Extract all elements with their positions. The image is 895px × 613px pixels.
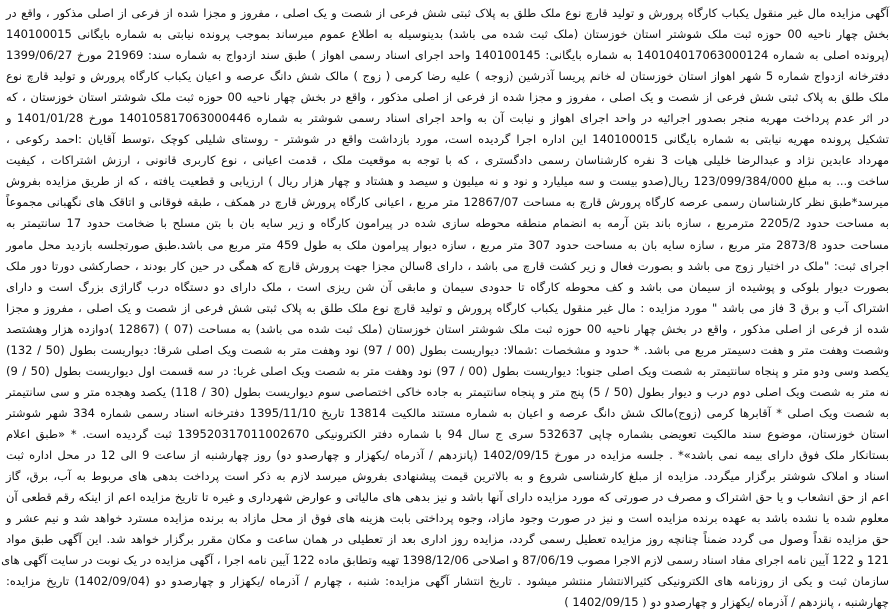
notice-line-15: اشتراک آب و برق 3 فاز می باشد " مورد مزایده : مال غیر منقول یکباب کارگاه پرورش و تولید قارچ نوع ملک طلق به پلاک ثبتی شش فرعی از شصت و یک اصلی ، مفروز و مجزا	[6, 300, 889, 315]
notice-line-6: در اثر عدم پرداخت مهریه منجر بصدور اجرائیه در واحد اجرای اهواز و نیابت آن به واحد اجرای اسناد رسمی شوشتر به شماره 140105817063000446 مورخ 1401/01/28 و	[6, 111, 889, 126]
notice-line-19: نه متر به شصت ویک اصلی دوم درب و دیوار بطول (50 / 5) پنج متر و پنجاه سانتیمتر به جاده خاکی اختصاصی سوم دیواریست بطول (30 / 118) یکصد وهجده متر و سی سانتیمتر	[6, 384, 890, 399]
notice-line-27: 121 و 122 آیین نامه اجرای مفاد اسناد رسمی لازم الاجرا مصوب 87/06/19 و اصلاحی 1398/12/06 تهیه وتطابق ماده 122 آیین نامه اجرا ، آگهی مزایده در یک نوبت در سایت آگهی های	[1, 553, 889, 568]
notice-line-20: به شصت ویک اصلی * آقابرها کرمی (زوج)مالک شش دانگ عرصه و اعیان به شماره مستند مالکیت 13814 تاریخ 1395/11/10 دفترخانه اسناد رسمی شماره 334 شهر شوشتر	[6, 405, 890, 420]
notice-line-3: (پرونده اصلی به شماره 140104017063000124 به شماره بایگانی: 140100145 واحد اجرای اسناد رسمی اهواز ) طبق سند ازدواج به شماره سند: 21969 مورخ 1399/06/27	[6, 48, 890, 63]
notice-line-12: مساحت حدود 2873/8 متر مربع ، سازه سایه بان به مساحت حدود 307 متر مربع ، سازه دیوار پیرامون ملک به طول 459 متر مربع می باشد.طبق صورتجلسه بازدید محل مامور	[6, 237, 890, 252]
notice-line-18: یکصد وسی ودو متر و پنجاه سانتیمتر به شصت ویک اصلی جنوبا: دیواریست بطول (00 / 97) نود وهفت متر به شصت ویک اصلی غربا: در سه قسمت اول دیواریست بطول (50 / 9)	[6, 363, 890, 378]
notice-line-5: ملک طلق به پلاک ثبتی شش فرعی از شصت و یک اصلی ، مفروز و مجزا شده از فرعی از اصلی مذکور ، واقع در بخش چهار ناحیه 00 حوزه ثبت ملک شوشتر استان خوزستان ، که	[6, 90, 889, 105]
notice-line-1: آگهی مزایده مال غیر منقول یکباب کارگاه پرورش و تولید قارچ نوع ملک طلق به پلاک ثبتی شش فرعی از شصت و یک اصلی ، مفروز و مجزا شده از فرعی از اصلی مذکور ، واقع در	[6, 6, 889, 20]
notice-line-4: دفترخانه ازدواج شماره 5 شهر اهواز استان خوزستان له خانم پریسا آذرشین (زوجه ) علیه رضا کرمی ( زوج ) مالک شش دانگ عرصه و اعیان یکباب کارگاه پرورش و تولید قارچ نوع	[6, 69, 890, 84]
notice-line-26: حق مزایده نقداً وصول می گردد ضمناً چنانچه روز مزایده تعطیل رسمی گردد، مزایده روز اداری بعد از تعطیلی در همان ساعت و مکان مقرر برگزار خواهد شد. این آگهی طبق مواد	[6, 532, 889, 547]
notice-line-11: به مساحت حدود 2205/2 مترمربع ، سازه باند بتن آرمه به انضمام منطقه محوطه سازی شده در پیرامون کارگاه و زیر سایه بان با بتن مسلح با ضخامت حدود 17 سانتیمتر به	[6, 216, 890, 231]
notice-line-7: تشکیل پرونده مهریه نیابتی به شماره بایگانی 140100015 این اداره اجرا گردیده است، مورد بازداشت واقع در شوشتر - روستای شلیلی کوچک ،توسط آقایان :احمد رکوعی ،	[6, 132, 890, 147]
notice-line-9: ساخت و... به مبلغ 123/099/384/000 ریال(صدو بیست و سه میلیارد و نود و نه میلیون و سیصد و هشتاد و چهار هزار ریال ) ارزیابی و قطعیت یافته ، که از طریق مزایده بفروش	[6, 174, 890, 189]
notice-line-13: اجرای ثبت: "ملک در اختیار زوج می باشد و بصورت فعال و زیر کشت قارچ می باشد ، دارای 8سالن مجزا جهت پرورش قارچ که همگی در حین کار بودند ، حصارکشی دورتا دور ملک	[6, 258, 889, 273]
notice-line-8: مهرداد عابدین نژاد و عبدالرضا خلیلی هیات 3 نفره کارشناسان رسمی دادگستری ، که با توجه به موقعیت ملک ، قدمت اعیانی ، نوع کاربری قانونی ، ارزش اشتراکات ، کیفیت	[6, 153, 889, 168]
notice-line-28: سازمان ثبت و یکی از روزنامه های الکترونیکی کثیرالانتشار منتشر میشود . تاریخ انتشار آگهی مزایده: شنبه ، چهارم / آذرماه /یکهزار و چهارصدو دو (1402/09/04) تاریخ مزایده:	[6, 574, 889, 589]
notice-line-21: استان خوزستان، موضوع سند مالکیت تعویضی بشماره چاپی 532637 سری ج سال 94 با شماره دفتر الکترونیکی 139520317011002670 ثبت گردیده است. * «طبق اعلام	[6, 426, 890, 441]
auction-notice-document	[1, 3, 890, 610]
notice-line-24: اعم از حق انشعاب و یا حق اشتراک و مصرف در صورتی که مورد مزایده دارای آنها باشد و نیز بدهی های مالیاتی و عوارض شهرداری و غیره تا تاریخ مزایده اعم از اینکه رقم قطعی آن	[6, 490, 889, 505]
notice-line-29: چهارشنبه ، پانزدهم / آذرماه /یکهزار و چهارصدو دو ( 1402/09/15 )	[564, 595, 889, 610]
notice-line-2: بخش چهار ناحیه 00 حوزه ثبت ملک شوشتر استان خوزستان (ملک ثبت شده می باشد) بدینوسیله به اطلاع عموم میرساند بموجب پرونده نیابتی به شماره بایگانی 140100015	[6, 27, 889, 42]
notice-line-17: وشصت وهفت متر و هفت دسیمتر مربع می باشد. * حدود و مشخصات :شمالا: دیواریست بطول (00 / 97) نود وهفت متر به شصت ویک اصلی شرقا: دیواریست بطول (50 / 132)	[6, 342, 890, 357]
notice-line-10: میرسد*طبق نظر کارشناسان رسمی عرصه کارگاه پرورش قارچ به مساحت 12867/07 متر مربع ، اعیانی کارگاه پرورش قارچ در همکف ، طبقه فوقانی و اتاقک های نگهبانی مجموعاً	[6, 195, 889, 210]
notice-line-22: بستانکار ملک فوق دارای بیمه نمی باشد»* . جلسه مزایده در مورخ 1402/09/15 (پانزدهم / آذرماه /یکهزار و چهارصدو دو) روز چهارشنبه از ساعت 9 الی 12 در محل اداره ثبت	[6, 447, 889, 462]
notice-line-23: اسناد و املاک شوشتر برگزار میگردد. مزایده از مبلغ کارشناسی شروع و به بالاترین قیمت پیشنهادی بفروش میرسد لازم به ذکر است پرداخت بدهی های مربوط به آب، برق، گاز	[6, 469, 889, 484]
notice-line-16: شده از فرعی از اصلی مذکور ، واقع در بخش چهار ناحیه 00 حوزه ثبت ملک شوشتر استان خوزستان (ملک ثبت شده می باشد) به مساحت (07 ) (12867 )دوازده هزار وهشتصد	[6, 321, 889, 336]
notice-line-14: بصورت دیوار بلوکی و پوشیده از سیمان می باشد و کف محوطه کارگاه تا حدودی سیمان و مابقی آن شن ریزی است ، ملک دارای دو دستگاه درب گاراژی بزرگ است و دارای	[6, 279, 889, 294]
notice-line-25: معلوم شده یا نشده باشد به عهده برنده مزایده است و نیز در صورت وجود مازاد، وجوه پرداختی بابت هزینه های فوق از محل مازاد به برنده مزایده مسترد خواهد شد و نیم عشر و	[6, 511, 889, 526]
